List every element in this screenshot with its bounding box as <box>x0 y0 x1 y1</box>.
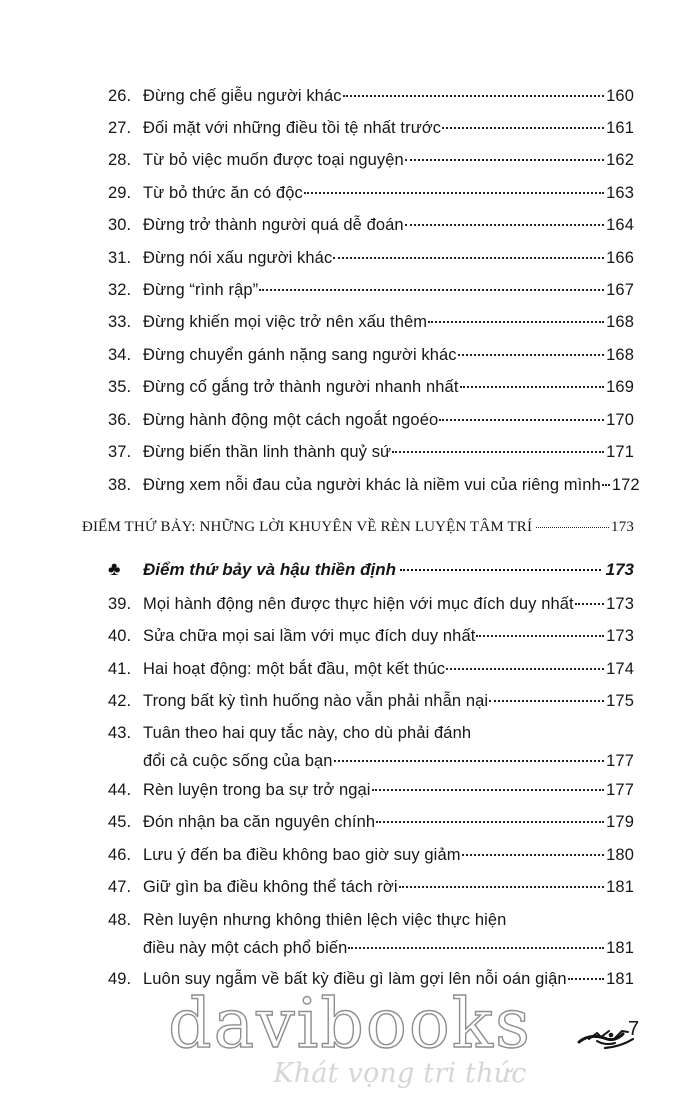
entry-number: 36. <box>108 411 132 429</box>
entry-page: 164 <box>606 216 634 234</box>
toc-entry <box>108 179 634 207</box>
entry-title: Đón nhận ba căn nguyên chính <box>143 813 376 831</box>
toc-entry <box>108 341 634 369</box>
dot-leader <box>462 854 605 856</box>
dot-leader <box>442 127 604 129</box>
entry-page: 181 <box>606 939 634 957</box>
entry-title: Hai hoạt động: một bắt đầu, một kết thúc <box>143 660 446 678</box>
dot-leader <box>460 386 605 388</box>
entry-page: 181 <box>606 878 634 896</box>
entry-title: Sửa chữa mọi sai lầm với mục đích duy nhất <box>143 627 476 645</box>
entry-number: 46. <box>108 846 132 864</box>
entry-number: 30. <box>108 216 132 234</box>
entry-title: Đừng trở thành người quá dễ đoán <box>143 216 404 234</box>
entry-page: 180 <box>606 846 634 864</box>
entry-title: Tuân theo hai quy tắc này, cho dù phải đánh <box>143 724 472 742</box>
dot-leader <box>376 821 604 823</box>
entry-page: 179 <box>606 813 634 831</box>
entry-title: Đừng hành động một cách ngoắt ngoéo <box>143 411 439 429</box>
entry-number: 32. <box>108 281 132 299</box>
dot-leader <box>400 569 601 571</box>
entry-number: 41. <box>108 660 132 678</box>
entry-page: 174 <box>606 660 634 678</box>
entry-title: Rèn luyện trong ba sự trở ngại <box>143 781 371 799</box>
watermark-tagline: Khát vọng tri thức <box>273 1058 527 1089</box>
dot-leader <box>405 159 604 161</box>
entry-page: 181 <box>606 970 634 988</box>
dot-leader <box>348 947 604 949</box>
entry-title: Đừng chế giễu người khác <box>143 87 342 105</box>
entry-page: 166 <box>606 249 634 267</box>
entry-number: 35. <box>108 378 132 396</box>
dot-leader <box>304 192 604 194</box>
dot-leader <box>439 419 604 421</box>
dot-leader <box>536 527 609 528</box>
entry-number: 29. <box>108 184 132 202</box>
subsection-heading <box>108 556 634 584</box>
watermark-logo: davibooks <box>168 985 532 1064</box>
dot-leader <box>489 700 604 702</box>
entry-page: 170 <box>606 411 634 429</box>
entry-page: 163 <box>606 184 634 202</box>
entry-page: 177 <box>606 752 634 770</box>
entry-title: Đừng cố gắng trở thành người nhanh nhất <box>143 378 459 396</box>
entry-number: 42. <box>108 692 132 710</box>
entry-page: 171 <box>606 443 634 461</box>
entry-number: 40. <box>108 627 132 645</box>
subsection-title: Điểm thứ bảy và hậu thiền định <box>143 560 396 579</box>
entry-title-continuation: đổi cả cuộc sống của bạn <box>143 752 333 770</box>
page-number: 7 <box>628 1018 640 1040</box>
subsection-page: 173 <box>605 560 634 579</box>
section-heading <box>82 513 634 541</box>
entry-page: 167 <box>606 281 634 299</box>
dot-leader <box>405 224 604 226</box>
entry-title: Đừng chuyển gánh nặng sang người khác <box>143 346 457 364</box>
entry-number: 31. <box>108 249 132 267</box>
toc-entry <box>108 146 634 174</box>
toc-entry <box>108 841 634 869</box>
entry-title: Đừng xem nỗi đau của người khác là niềm vui của riêng mình <box>143 476 601 494</box>
entry-page: 173 <box>606 627 634 645</box>
entry-number: 43. <box>108 724 132 742</box>
dot-leader <box>568 978 604 980</box>
toc-entry <box>108 406 634 434</box>
entry-number: 33. <box>108 313 132 331</box>
toc-entry <box>108 776 634 804</box>
toc-entry <box>108 687 634 715</box>
entry-number: 34. <box>108 346 132 364</box>
toc-entry <box>108 373 634 401</box>
entry-page: 160 <box>606 87 634 105</box>
toc-entry <box>108 622 634 650</box>
entry-title: Từ bỏ việc muốn được toại nguyện <box>143 151 404 169</box>
entry-page: 168 <box>606 346 634 364</box>
entry-title: Đừng nói xấu người khác <box>143 249 333 267</box>
entry-title: Đối mặt với những điều tồi tệ nhất trước <box>143 119 442 137</box>
toc-entry <box>108 82 634 110</box>
dot-leader <box>428 321 604 323</box>
toc-entry <box>108 308 634 336</box>
toc-entry <box>108 873 634 901</box>
dot-leader <box>399 886 605 888</box>
entry-title: Rèn luyện nhưng không thiên lệch việc thực hiện <box>143 911 507 929</box>
dot-leader <box>446 668 604 670</box>
entry-number: 48. <box>108 911 132 929</box>
toc-entry <box>108 655 634 683</box>
dot-leader <box>259 289 604 291</box>
entry-page: 169 <box>606 378 634 396</box>
entry-number: 39. <box>108 595 132 613</box>
dot-leader <box>372 789 605 791</box>
toc-entry <box>108 808 634 836</box>
entry-number: 27. <box>108 119 132 137</box>
toc-entry <box>108 114 634 142</box>
dot-leader <box>476 635 604 637</box>
toc-entry <box>108 244 634 272</box>
club-bullet-icon: ♣ <box>108 559 121 580</box>
toc-entry <box>108 590 634 618</box>
entry-title: Đừng biến thần linh thành quỷ sứ <box>143 443 392 461</box>
section-title: ĐIỂM THỨ BẢY: NHỮNG LỜI KHUYÊN VỀ RÈN LUYỆN TÂM TRÍ <box>82 519 533 535</box>
entry-number: 49. <box>108 970 132 988</box>
dot-leader <box>334 760 605 762</box>
entry-page: 175 <box>606 692 634 710</box>
entry-page: 168 <box>606 313 634 331</box>
dot-leader <box>392 451 604 453</box>
dot-leader <box>333 257 604 259</box>
dot-leader <box>602 484 610 486</box>
entry-title: Đừng “rình rập” <box>143 281 259 299</box>
entry-title: Đừng khiến mọi việc trở nên xấu thêm <box>143 313 428 331</box>
entry-page: 172 <box>611 476 640 494</box>
entry-number: 26. <box>108 87 132 105</box>
section-page: 173 <box>611 519 634 535</box>
dot-leader <box>458 354 605 356</box>
entry-number: 28. <box>108 151 132 169</box>
entry-title: Mọi hành động nên được thực hiện với mục đích duy nhất <box>143 595 574 613</box>
entry-page: 162 <box>606 151 634 169</box>
entry-number: 44. <box>108 781 132 799</box>
entry-number: 38. <box>108 476 132 494</box>
dot-leader <box>575 603 604 605</box>
entry-number: 45. <box>108 813 132 831</box>
entry-title: Trong bất kỳ tình huống nào vẫn phải nhẫn nại <box>143 692 489 710</box>
entry-number: 47. <box>108 878 132 896</box>
toc-entry <box>108 276 634 304</box>
entry-page: 161 <box>606 119 634 137</box>
entry-title: Giữ gìn ba điều không thể tách rời <box>143 878 398 896</box>
entry-number: 37. <box>108 443 132 461</box>
entry-title: Lưu ý đến ba điều không bao giờ suy giảm <box>143 846 461 864</box>
toc-entry-multiline <box>108 906 634 962</box>
entry-title: Luôn suy ngẫm về bất kỳ điều gì làm gợi lên nỗi oán giận <box>143 970 567 988</box>
toc-entry-multiline <box>108 719 634 775</box>
entry-page: 173 <box>606 595 634 613</box>
toc-entry <box>108 211 634 239</box>
entry-title-continuation: điều này một cách phổ biến <box>143 939 348 957</box>
entry-page: 177 <box>606 781 634 799</box>
toc-entry <box>108 471 640 499</box>
toc-entry <box>108 438 634 466</box>
entry-title: Từ bỏ thức ăn có độc <box>143 184 303 202</box>
dot-leader <box>343 95 605 97</box>
